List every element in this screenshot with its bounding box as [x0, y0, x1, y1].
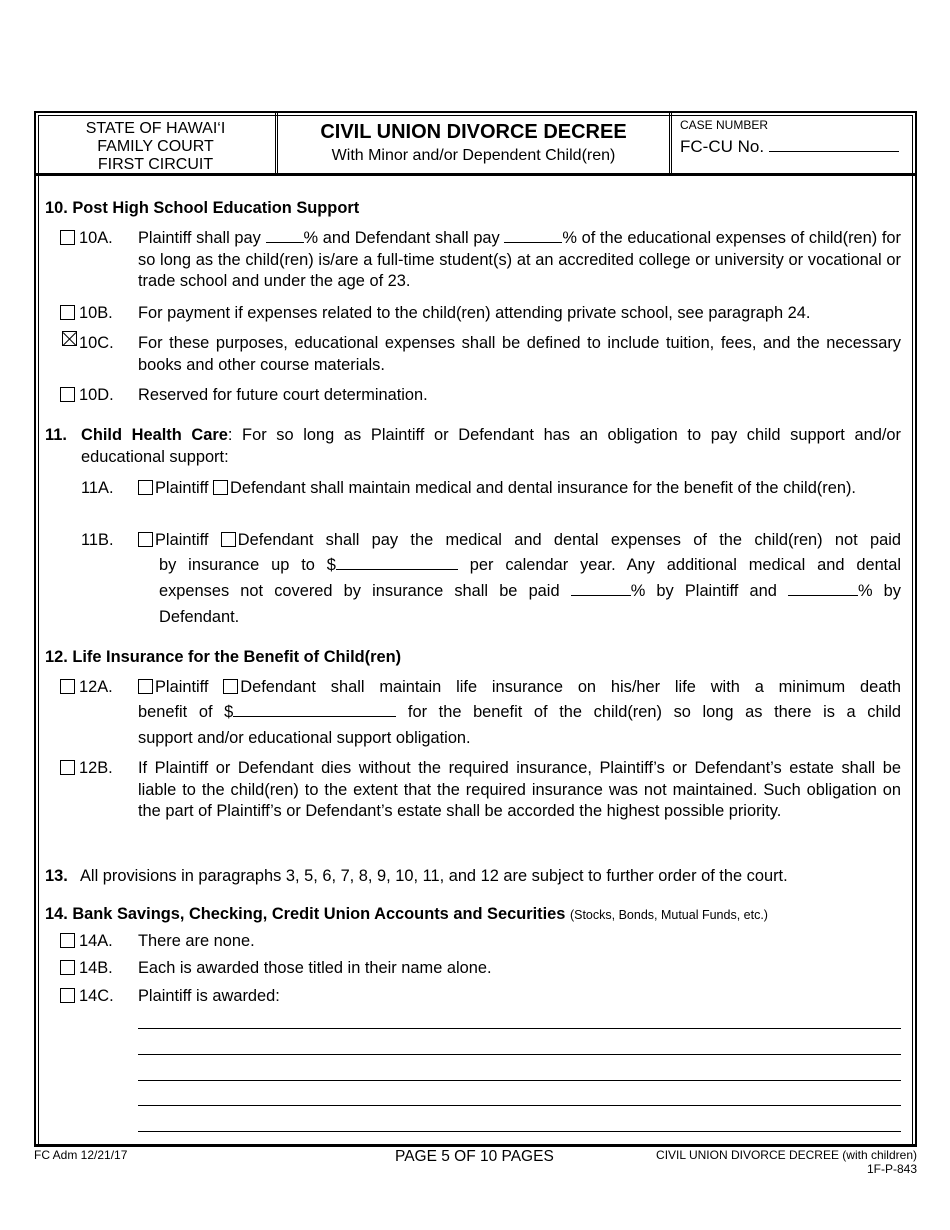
- court-line-circuit: FIRST CIRCUIT: [97, 156, 214, 173]
- document-title-block: [275, 113, 672, 173]
- section-11-intro: Child Health Care: For so long as Plaintiff or Defendant has an obligation to pay child support and/or educational support:: [81, 426, 901, 466]
- checkbox-10a[interactable]: [60, 230, 75, 245]
- checkbox-11b-plaintiff[interactable]: [138, 532, 153, 547]
- fill-line-14c-3[interactable]: [138, 1080, 901, 1081]
- checkbox-12a[interactable]: [60, 679, 75, 694]
- text-12a-line2: benefit of $ for the benefit of the child(ren) so long as there is a child: [138, 703, 901, 721]
- section-11-number: 11.: [45, 426, 67, 444]
- text-12b: If Plaintiff or Defendant dies without the required insurance, Plaintiff’s or Defendant’s estate shall be liable to the child(ren) to the extent that the required insurance was not maintained. Such obligation on the part of Plaintiff’s or Defendant’s estate shall be accorded the highest possible priority.: [138, 759, 901, 820]
- text-11b-line4: Defendant.: [159, 608, 240, 626]
- text-10d: Reserved for future court determination.: [138, 386, 428, 404]
- document-subtitle: With Minor and/or Dependent Child(ren): [331, 147, 616, 164]
- label-10d: 10D.: [79, 386, 114, 404]
- checkbox-10b[interactable]: [60, 305, 75, 320]
- text-11b-line3: expenses not covered by insurance shall be paid % by Plaintiff and % by: [159, 582, 901, 600]
- checkbox-12b[interactable]: [60, 760, 75, 775]
- checkbox-11b-defendant[interactable]: [221, 532, 236, 547]
- checkbox-11a-defendant[interactable]: [213, 480, 228, 495]
- label-11a: 11A.: [81, 479, 114, 497]
- text-12a-line3: support and/or educational support obligation.: [138, 729, 471, 747]
- checkbox-14b[interactable]: [60, 960, 75, 975]
- text-11a: Plaintiff Defendant shall maintain medical and dental insurance for the benefit of the child(ren).: [138, 478, 901, 500]
- footer-form-id: FC Adm 12/21/17: [34, 1148, 128, 1162]
- section-14-heading-line: [45, 904, 768, 927]
- fill-line-14c-2[interactable]: [138, 1054, 901, 1055]
- section-12-heading: 12. Life Insurance for the Benefit of Child(ren): [45, 648, 402, 666]
- label-12a: 12A.: [79, 678, 113, 696]
- label-10a: 10A.: [79, 229, 113, 247]
- case-number-block: [672, 113, 916, 173]
- section-11-heading: Child Health Care: [81, 426, 228, 444]
- section-13-number: 13.: [45, 867, 68, 885]
- section-14-subnote: (Stocks, Bonds, Mutual Funds, etc.): [569, 908, 768, 922]
- checkbox-10d[interactable]: [60, 387, 75, 402]
- fill-line-14c-1[interactable]: [138, 1028, 901, 1029]
- footer-form-number: 1F-P-843: [866, 1162, 917, 1176]
- case-number-label: CASE NUMBER: [680, 118, 769, 132]
- text-10b: For payment if expenses related to the child(ren) attending private school, see paragraph 24.: [138, 304, 811, 322]
- text-10c: For these purposes, educational expenses shall be defined to include tuition, fees, and the necessary books and other course materials.: [138, 334, 901, 374]
- checkbox-12a-defendant[interactable]: [223, 679, 238, 694]
- label-14c: 14C.: [79, 987, 114, 1005]
- text-11b-line1: Plaintiff Defendant shall pay the medical and dental expenses of the child(ren) not paid: [138, 530, 901, 552]
- checkbox-14a[interactable]: [60, 933, 75, 948]
- label-14a: 14A.: [79, 932, 113, 950]
- text-14c: Plaintiff is awarded:: [138, 987, 280, 1005]
- footer-page-number: PAGE 5 OF 10 PAGES: [395, 1148, 554, 1165]
- checkbox-12a-plaintiff[interactable]: [138, 679, 153, 694]
- field-11b-plaintiff-pct[interactable]: [571, 581, 631, 596]
- form-header: [36, 113, 915, 176]
- text-14a: There are none.: [138, 932, 255, 950]
- section-13-text: All provisions in paragraphs 3, 5, 6, 7, 8, 9, 10, 11, and 12 are subject to further order of the court.: [80, 867, 788, 885]
- checkbox-10c[interactable]: [62, 331, 77, 346]
- fill-line-14c-5[interactable]: [138, 1131, 901, 1132]
- field-10a-plaintiff-pct[interactable]: [266, 228, 304, 243]
- text-11b-line2: by insurance up to $ per calendar year. Any additional medical and dental: [159, 556, 901, 574]
- court-line-court: FAMILY COURT: [97, 138, 214, 155]
- field-10a-defendant-pct[interactable]: [504, 228, 562, 243]
- section-14-heading: 14. Bank Savings, Checking, Credit Union Accounts and Securities: [45, 905, 566, 923]
- court-line-state: STATE OF HAWAI‘I: [85, 120, 226, 137]
- field-11b-amount[interactable]: [336, 555, 458, 570]
- label-12b: 12B.: [79, 759, 113, 777]
- label-14b: 14B.: [79, 959, 113, 977]
- case-number-prefix: FC-CU No.: [680, 137, 765, 156]
- checkbox-14c[interactable]: [60, 988, 75, 1003]
- court-info: [36, 113, 275, 173]
- field-12a-benefit-amount[interactable]: [233, 702, 396, 717]
- case-number-field[interactable]: [769, 135, 899, 152]
- fill-line-14c-4[interactable]: [138, 1105, 901, 1106]
- label-11b: 11B.: [81, 531, 114, 549]
- text-14b: Each is awarded those titled in their name alone.: [138, 959, 492, 977]
- field-11b-defendant-pct[interactable]: [788, 581, 858, 596]
- document-title: CIVIL UNION DIVORCE DECREE: [320, 121, 627, 143]
- section-10-heading: 10. Post High School Education Support: [45, 199, 360, 217]
- checkbox-11a-plaintiff[interactable]: [138, 480, 153, 495]
- footer-doc-title: CIVIL UNION DIVORCE DECREE (with children): [656, 1148, 917, 1162]
- text-10a: Plaintiff shall pay % and Defendant shall pay % of the educational expenses of child(ren) for so long as the child(ren) is/are a full-time student(s) at an accredited college or university or vocational or trade school and under the age of 23.: [138, 229, 901, 290]
- label-10b: 10B.: [79, 304, 113, 322]
- label-10c: 10C.: [79, 334, 114, 352]
- text-12a-line1: Plaintiff Defendant shall maintain life insurance on his/her life with a minimum death: [138, 677, 901, 699]
